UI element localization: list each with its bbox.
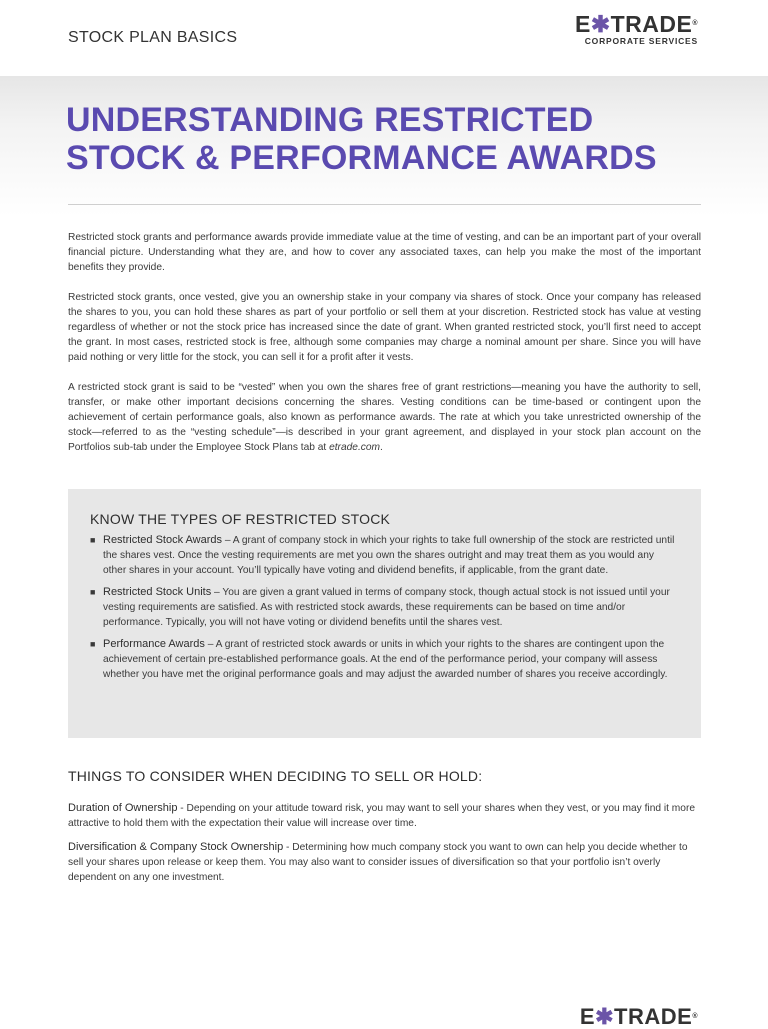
paragraph-3-text: A restricted stock grant is said to be “vested” when you own the shares free of grant restrictions—meaning you have the authority to sell, transfer, or make other important decisions concerning the shares. Vesting conditions can be time-based or contingent upon the achievement of certain performance goals, also known as performance awards. The rate at which you take unrestricted ownership of the stock—referred to as the “vesting schedule”—is described in your grant agreement, and displayed in your stock plan account on the Portfolios sub-tab under the Employee Stock Plans tab at xyxy=(68,382,701,453)
item-term: Diversification & Company Stock Ownership xyxy=(68,841,284,853)
paragraph-3-end: . xyxy=(380,442,383,453)
page-title xyxy=(66,101,657,177)
consider-section xyxy=(68,801,701,894)
item-text: – A grant of company stock in which your rights to take full ownership of the stock are restricted until the shares vest. Once the vesting requirements are met you own the shares outright and may treat them as you would any other shares in your account. You’ll typically have voting and dividend benefits, if applicable, from the grant date. xyxy=(103,535,675,576)
consider-item xyxy=(68,840,701,885)
logo-letter-e: E xyxy=(574,11,591,37)
bullet-icon: ■ xyxy=(90,535,96,545)
footer-logo-wordmark xyxy=(580,1005,698,1029)
item-text: – You are given a grant valued in terms of company stock, though actual stock is not issued until your vesting requirements are satisfied. As with restricted stock awards, these requirements can be based on time and/or performance. Typically, you will not have voting or dividend benefits until the shares vest. xyxy=(103,587,670,628)
item-text: – A grant of restricted stock awards or units in which your rights to the shares are contingent upon the achievement of certain pre-established performance goals. At the end of the performance period, your company will assess whether you have met the original performance goals and may adjust the awarded number of shares you receive accordingly. xyxy=(103,639,668,680)
item-term: Restricted Stock Awards xyxy=(103,534,223,546)
list-item xyxy=(90,533,679,578)
etrade-logo xyxy=(575,12,698,46)
bullet-icon: ■ xyxy=(90,639,96,649)
etrade-link[interactable]: etrade.com xyxy=(329,442,381,453)
footer-logo xyxy=(580,1005,698,1029)
footer-logo-trademark: ® xyxy=(692,1013,698,1020)
bullet-icon: ■ xyxy=(90,587,96,597)
title-line-2: STOCK & PERFORMANCE AWARDS xyxy=(66,139,657,177)
consider-heading: THINGS TO CONSIDER WHEN DECIDING TO SELL OR HOLD: xyxy=(68,768,483,784)
footer-logo-letter-e: E xyxy=(579,1004,596,1029)
types-list xyxy=(90,533,679,682)
logo-subtitle: CORPORATE SERVICES xyxy=(584,36,698,46)
list-item xyxy=(90,637,679,682)
logo-x-icon: ✱ xyxy=(590,11,611,37)
types-box xyxy=(68,489,701,738)
intro-paragraph-2: Restricted stock grants, once vested, give you an ownership stake in your company via shares of stock. Once your company has released the shares to you, you can hold these shares as part of your portfolio or sell them at your discretion. Restricted stock has value at vesting regardless of whether or not the stock price has increased since the date of grant. When granted restricted stock, you’ll first need to accept the grant. In most cases, restricted stock is free, although some companies may charge a nominal amount per share. Since you will have paid nothing or very little for the stock, you can sell it for a profit after it vests. xyxy=(68,292,701,363)
logo-trademark: ® xyxy=(692,20,698,27)
intro-paragraph-1: Restricted stock grants and performance awards provide immediate value at the time of vesting, and can be an important part of your overall financial picture. Understanding what they are, and how to cover any associated taxes, can help you make the most of the important benefits they provide. xyxy=(68,232,701,273)
page-header xyxy=(0,0,768,76)
list-item xyxy=(90,585,679,630)
item-term: Restricted Stock Units xyxy=(103,586,212,598)
title-line-1: UNDERSTANDING RESTRICTED xyxy=(66,101,594,139)
consider-item xyxy=(68,801,701,831)
logo-wordmark xyxy=(575,12,698,36)
section-label: STOCK PLAN BASICS xyxy=(68,29,238,46)
intro-body xyxy=(68,230,701,470)
title-divider xyxy=(68,204,701,205)
footer-logo-x-icon: ✱ xyxy=(595,1004,615,1029)
footer-logo-word-trade: TRADE xyxy=(614,1004,693,1029)
item-term: Duration of Ownership xyxy=(68,802,178,814)
types-heading: KNOW THE TYPES OF RESTRICTED STOCK xyxy=(90,511,391,527)
item-text: - Determining how much company stock you want to own can help you decide whether to sell your shares upon release or keep them. You may also want to consider issues of diversification so that your portfolio isn’t overly dependent on any one investment. xyxy=(68,842,688,883)
logo-word-trade: TRADE xyxy=(610,11,693,37)
item-term: Performance Awards xyxy=(103,638,205,650)
intro-paragraph-3 xyxy=(68,380,701,455)
item-text: - Depending on your attitude toward risk, you may want to sell your shares when they vest, or you may find it more attractive to hold them with the expectation their value will increase over time. xyxy=(68,803,695,829)
